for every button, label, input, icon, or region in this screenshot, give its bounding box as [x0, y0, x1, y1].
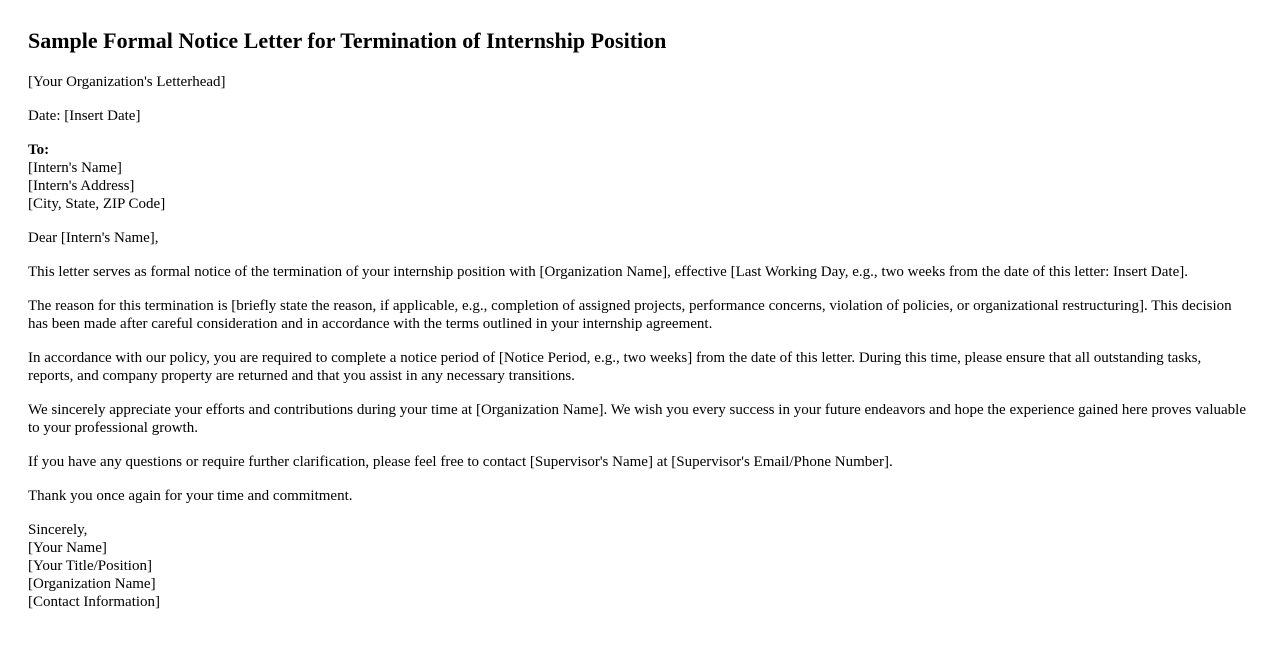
letter-date: Date: [Insert Date]: [28, 108, 141, 124]
letter-title: Sample Formal Notice Letter for Termination of Internship Position: [28, 28, 667, 53]
signer-name: [Your Name]: [28, 540, 107, 556]
signer-title: [Your Title/Position]: [28, 558, 152, 574]
body-paragraph: Thank you once again for your time and commitment.: [28, 488, 353, 504]
body-paragraph: This letter serves as formal notice of the termination of your internship position with [Organization Name], effective [Last Working Day, e.g., two weeks from the date of this letter: Insert Date].: [28, 264, 1188, 280]
salutation: Dear [Intern's Name],: [28, 230, 159, 246]
to-label: To:: [28, 142, 50, 158]
recipient-name: [Intern's Name]: [28, 160, 122, 176]
body-paragraph: We sincerely appreciate your efforts and contributions during your time at [Organization Name]. We wish you every success in your future endeavors and hope the experience gained here proves valuable to your professional growth.: [28, 402, 1246, 436]
signature-block: [28, 521, 1250, 611]
body-paragraph: The reason for this termination is [briefly state the reason, if applicable, e.g., completion of assigned projects, performance concerns, violation of policies, or organizational restructuring]. This decision has been made after careful consideration and in accordance with the terms outlined in your internship agreement.: [28, 298, 1232, 332]
recipient-city: [City, State, ZIP Code]: [28, 196, 166, 212]
closing: Sincerely,: [28, 522, 88, 538]
body-paragraph: If you have any questions or require further clarification, please feel free to contact [Supervisor's Name] at [Supervisor's Email/Phone Number].: [28, 454, 893, 470]
letterhead: [Your Organization's Letterhead]: [28, 74, 226, 90]
body-paragraph: In accordance with our policy, you are required to complete a notice period of [Notice Period, e.g., two weeks] from the date of this letter. During this time, please ensure that all outstanding tasks, reports, and company property are returned and that you assist in any necessary transitions.: [28, 350, 1202, 384]
recipient-block: [28, 141, 1250, 213]
signer-organization: [Organization Name]: [28, 576, 156, 592]
signer-contact: [Contact Information]: [28, 594, 161, 610]
recipient-address: [Intern's Address]: [28, 178, 135, 194]
